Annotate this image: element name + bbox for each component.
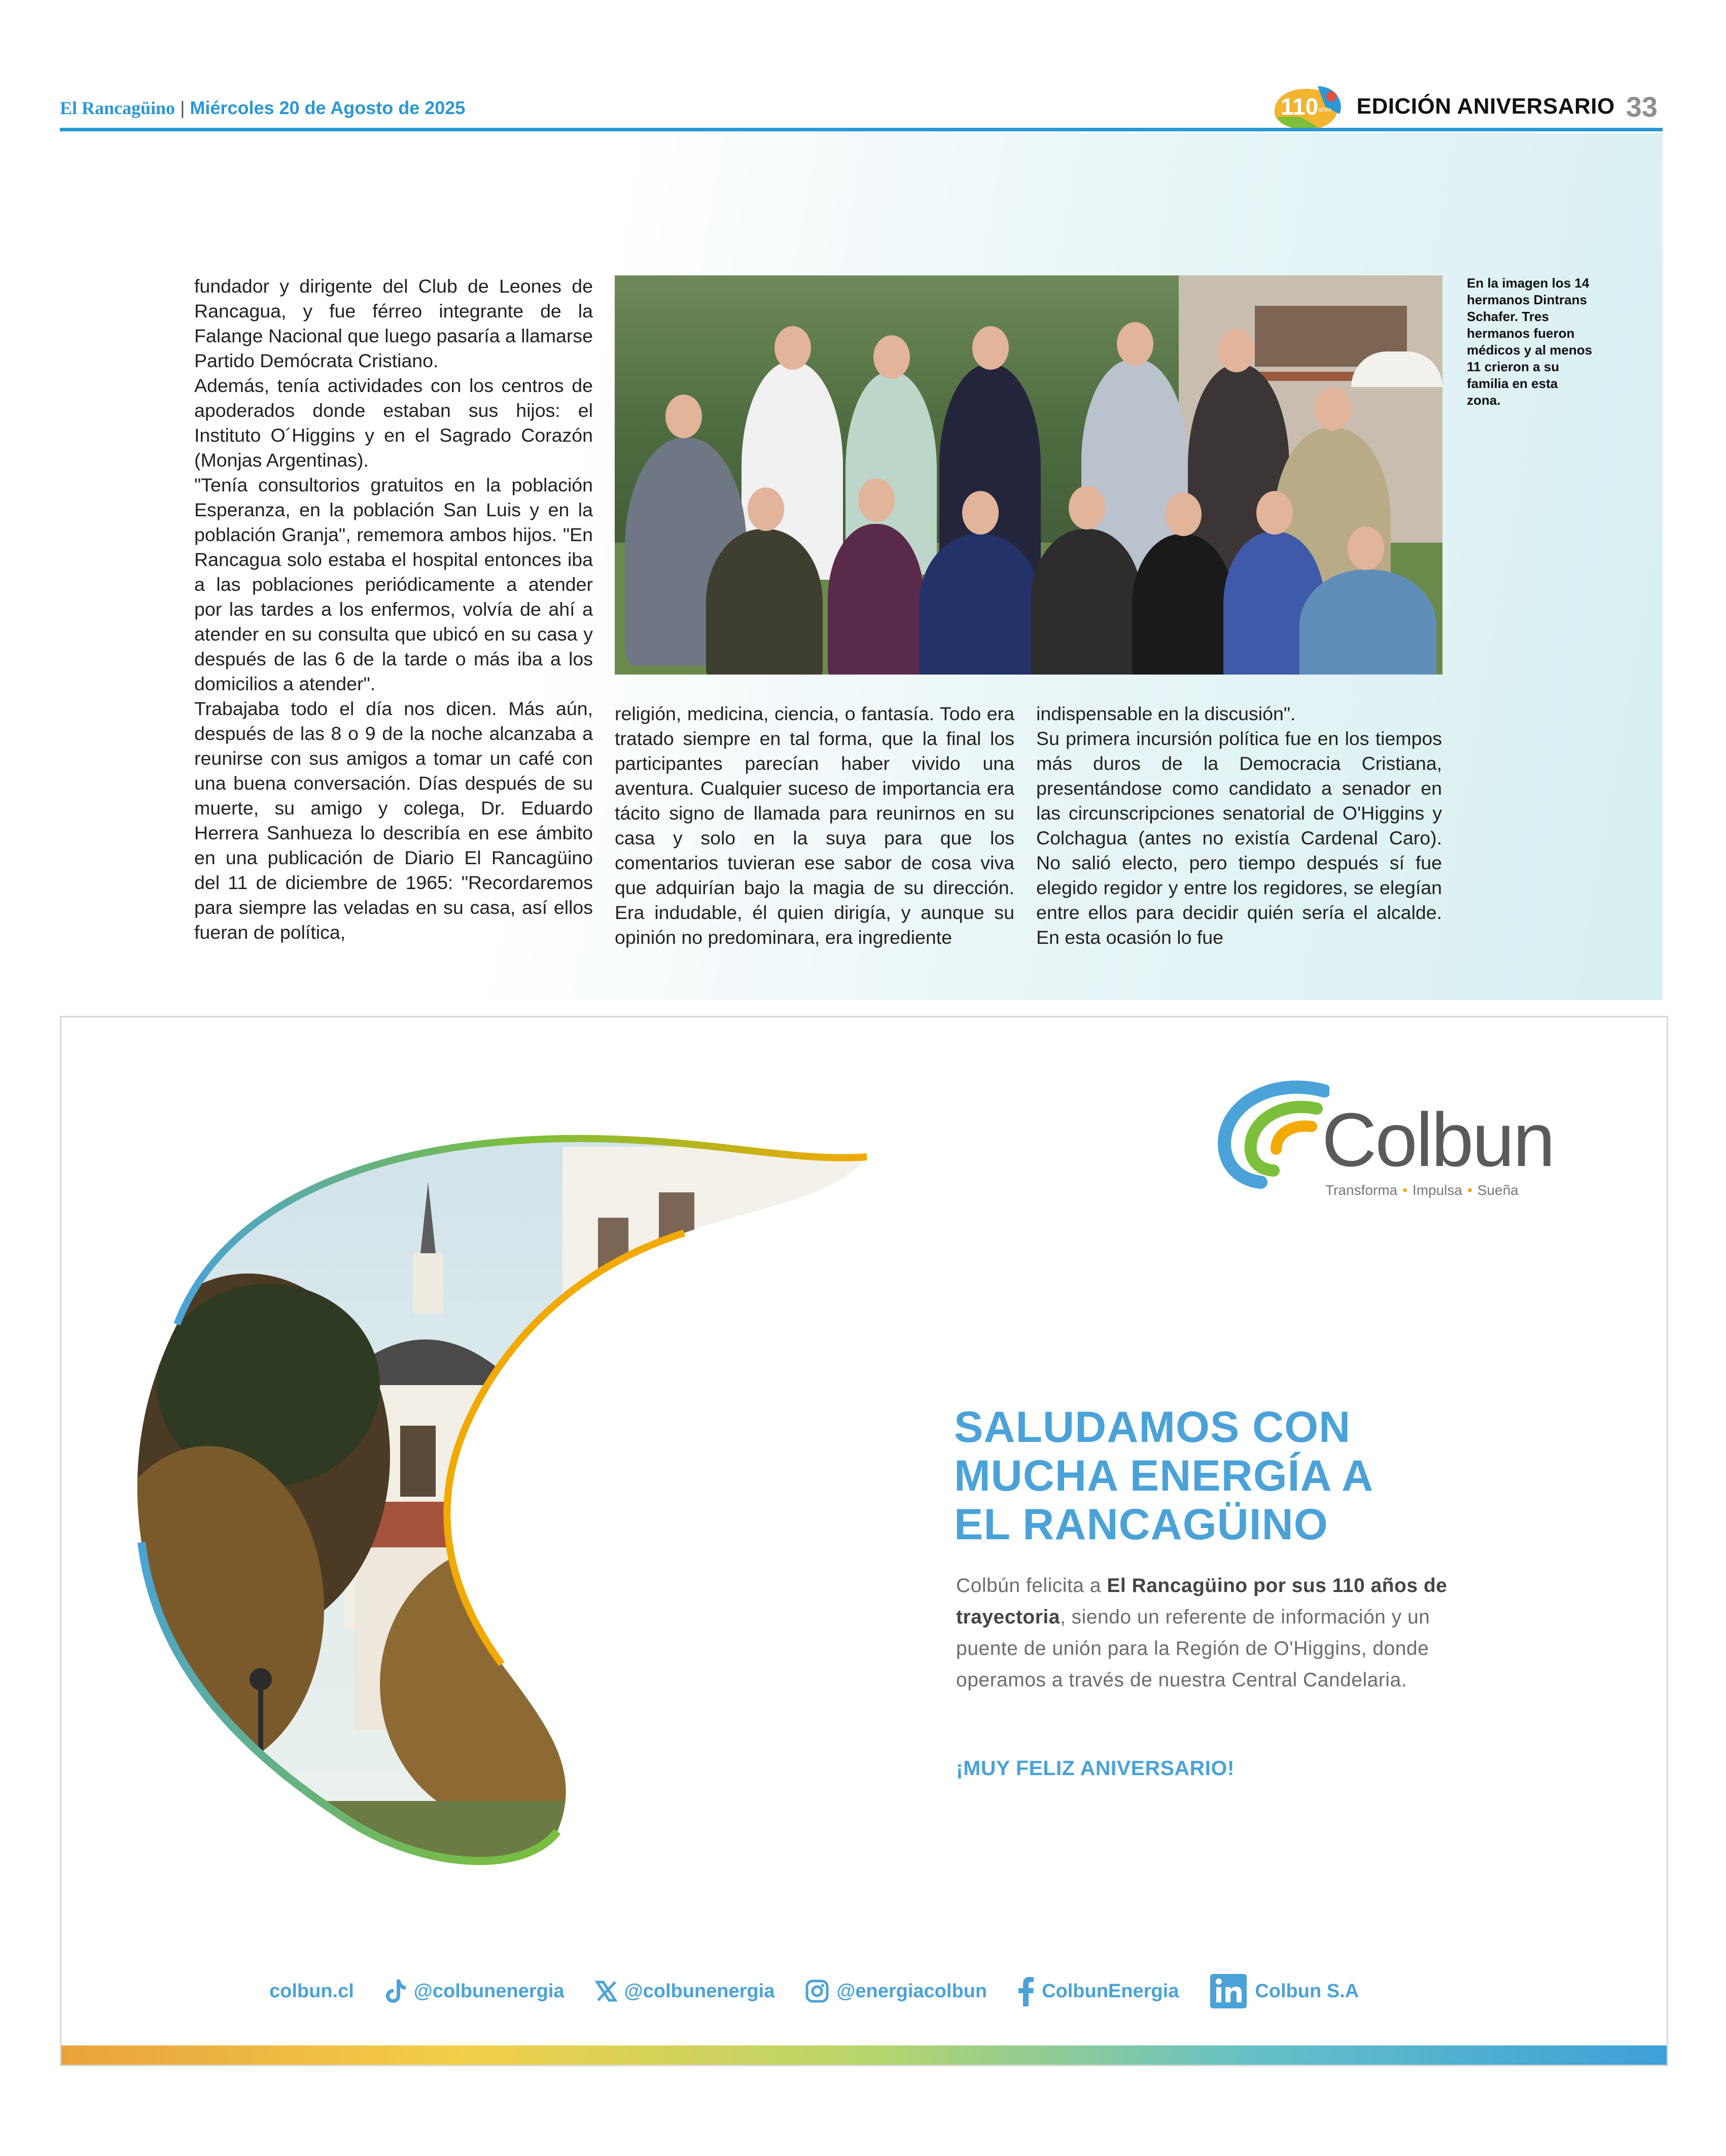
photo-person — [1132, 534, 1234, 675]
photo-head — [962, 491, 999, 535]
photo-head — [1256, 491, 1293, 535]
logo-sub: años — [1318, 106, 1331, 113]
body-bold: El Rancagüino por sus 110 años de trayectoria — [956, 1575, 1448, 1628]
article-column-1 — [194, 274, 593, 945]
header-left — [60, 97, 465, 119]
article-column-3 — [1036, 701, 1442, 950]
x-link[interactable] — [595, 1980, 775, 2002]
photo-head — [1348, 526, 1384, 570]
linkedin-icon — [1209, 1973, 1248, 2009]
photo-head — [774, 326, 811, 370]
photo-head — [1315, 387, 1351, 431]
headline-line: SALUDAMOS CON — [954, 1403, 1351, 1452]
paragraph: Además, tenía actividades con los centros de apoderados donde estaban sus hijos: el Instituto O´Higgins y en el Sagrado Corazón (Monjas Argentinas). — [194, 375, 593, 471]
paragraph: fundador y dirigente del Club de Leones de Rancagua, y fue férreo integrante de la Falange Nacional que luego pasaría a llamarse Partido Demócrata Cristiano. — [194, 275, 593, 371]
photo-head — [1218, 329, 1255, 372]
photo-person — [1031, 529, 1142, 675]
instagram-handle[interactable]: @energiacolbun — [836, 1980, 988, 2002]
photo-head — [665, 395, 702, 438]
photo-head — [748, 487, 784, 531]
tagline-dot: • — [1402, 1182, 1407, 1198]
ad-photo — [116, 1101, 978, 1913]
page-number: 33 — [1626, 90, 1658, 123]
edition-label: EDICIÓN ANIVERSARIO — [1356, 94, 1615, 119]
brand-name: Colbun — [1322, 1097, 1554, 1182]
header-rule — [60, 128, 1663, 131]
brand-tagline — [1325, 1182, 1519, 1198]
newspaper-name: El Rancagüino — [60, 98, 175, 118]
tagline-word: Impulsa — [1412, 1182, 1462, 1198]
photo-person — [706, 529, 823, 675]
instagram-link[interactable] — [805, 1979, 987, 2003]
x-icon — [595, 1980, 617, 2002]
colbun-advertisement — [60, 1016, 1668, 2066]
ad-bottom-gradient-bar — [61, 2045, 1667, 2065]
header-right — [1270, 86, 1658, 127]
tiktok-link[interactable] — [384, 1978, 565, 2004]
instagram-icon — [805, 1979, 829, 2003]
family-photo — [615, 275, 1442, 675]
social-links — [269, 1971, 1537, 2011]
facebook-icon — [1017, 1976, 1035, 2006]
ad-headline — [954, 1403, 1461, 1549]
facebook-link[interactable] — [1017, 1976, 1179, 2006]
photo-head — [858, 478, 895, 522]
photo-person — [828, 524, 924, 675]
header-separator: | — [180, 97, 185, 118]
anniversary-logo-icon — [1270, 81, 1346, 132]
anniversary-greeting: ¡MUY FELIZ ANIVERSARIO! — [956, 1756, 1235, 1780]
photo-head — [1069, 486, 1105, 529]
tagline-word: Transforma — [1325, 1182, 1398, 1198]
paragraph: "Tenía consultorios gratuitos en la población Esperanza, en la población San Luis y en la población Granja", rememora ambos hijos. "En Rancagua solo estaba el hospital entonces iba a las poblaciones periódicamente a atender por las tardes a los enfermos, volvía de ahí a atender en su consulta que ubicó en su casa y después de las 6 de la tarde o más iba a los domicilios a atender". — [194, 474, 593, 694]
paragraph: religión, medicina, ciencia, o fantasía. Todo era tratado siempre en tal forma, que la final los participantes parecían haber vivido una aventura. Cualquier suceso de importancia era tácito signo de llamada para reunirnos en su casa y solo en la suya para que los comentarios tuvieran ese sabor de cosa viva que adquirían bajo la magia de su dirección. Era indudable, él quien dirigía, y aunque su opinión no predominara, era ingrediente — [615, 703, 1014, 948]
tiktok-handle[interactable]: @colbunenergia — [413, 1980, 565, 2002]
photo-head — [1165, 492, 1202, 536]
photo-person — [1299, 570, 1436, 675]
tagline-word: Sueña — [1477, 1182, 1519, 1198]
logo-number: 110 — [1280, 93, 1318, 120]
tagline-dot: • — [1467, 1182, 1472, 1198]
headline-line: EL RANCAGÜINO — [954, 1500, 1328, 1549]
photo-person — [919, 534, 1041, 675]
photo-caption: En la imagen los 14 hermanos Dintrans Schafer. Tres hermanos fueron médicos y al menos 11 crieron a su familia en esta zona. — [1467, 275, 1593, 408]
ad-body-text — [956, 1570, 1453, 1696]
colbun-logo — [1213, 1068, 1644, 1205]
photo-head — [1117, 322, 1153, 366]
body-rest: , siendo un referente de información y un puente de unión para la Región de O'Higgins, donde operamos a través de nuestra Central Candelaria. — [956, 1606, 1430, 1691]
paragraph: Trabajaba todo el día nos dicen. Más aún, después de las 8 o 9 de la noche alcanzaba a reunirse con sus amigos a tomar un café con una buena conversación. Días después de su muerte, su amigo y colega, Dr. Eduardo Herrera Sanhueza lo describía en ese ámbito en una publicación de Diario El Rancagüino del 11 de diciembre de 1965: "Recordaremos para siempre las veladas en su casa, así ellos fueran de política, — [194, 698, 593, 943]
linkedin-link[interactable] — [1209, 1973, 1359, 2009]
article-column-2 — [615, 701, 1014, 950]
photo-head — [972, 326, 1009, 370]
issue-date: Miércoles 20 de Agosto de 2025 — [190, 97, 466, 118]
website-link[interactable] — [269, 1981, 354, 2002]
paragraph: indispensable en la discusión". — [1036, 703, 1296, 724]
colbun-swirl-icon — [1213, 1078, 1329, 1195]
website-text[interactable]: colbun.cl — [269, 1980, 354, 2002]
photo-head — [873, 335, 910, 379]
facebook-handle[interactable]: ColbunEnergia — [1042, 1980, 1179, 2002]
body-intro: Colbún felicita a — [956, 1575, 1107, 1597]
headline-line: MUCHA ENERGÍA A — [954, 1452, 1374, 1500]
tiktok-icon — [384, 1978, 407, 2004]
paragraph: Su primera incursión política fue en los tiempos más duros de la Democracia Cristiana, presentándose como candidato a senador en las circunscripciones senatorial de O'Higgins y Colchagua (antes no existía Cardenal Caro). No salió electo, pero tiempo después sí fue elegido regidor y entre los regidores, se elegían entre ellos para decidir quién sería el alcalde. En esta ocasión lo fue — [1036, 728, 1442, 948]
x-handle[interactable]: @colbunenergia — [624, 1980, 775, 2002]
linkedin-handle[interactable]: Colbun S.A — [1255, 1980, 1359, 2002]
